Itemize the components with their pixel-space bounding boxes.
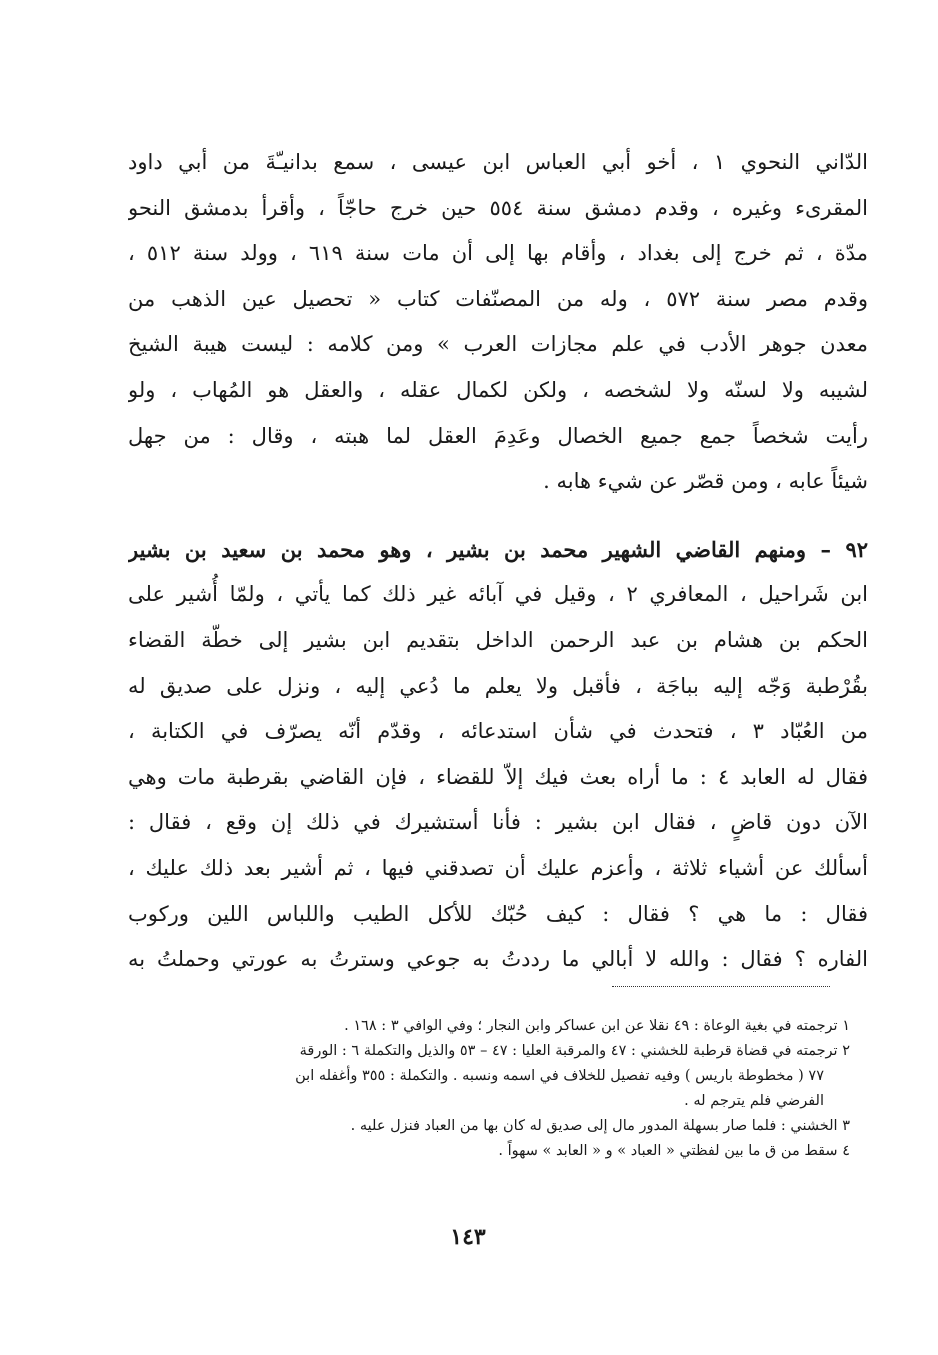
- text-line: الفاره ؟ فقال : والله لا أبالي ما رددتُ به جوعي وسترتُ به عورتي وحملتُ به: [128, 947, 868, 972]
- text-line: الحكم بن هشام بن عبد الرحمن الداخل بتقديم ابن بشير إلى خطّة القضاء: [128, 627, 868, 652]
- text-line: من العُبّاد ٣ ، فتحدث في شأن استدعائه ، وقدّم أنّه يصرّف في الكتابة ،: [128, 719, 868, 744]
- entry-heading-line: ٩٢ – ومنهم القاضي الشهير محمد بن بشير ، وهو محمد بن سعيد بن بشير: [128, 536, 868, 562]
- text-line: فقال : ما هي ؟ فقال : كيف حُبّك للأكل الطيب واللباس اللين وركوب: [128, 901, 868, 926]
- text-line: المقرىء وغيره ، وقدم دمشق سنة ٥٥٤ حين خرج حاجّاً ، وأقرأ بدمشق النحو: [128, 195, 868, 220]
- text-line: ابن شَراحيل ، المعافري ٢ ، وقيل في آبائه غير ذلك كما يأتي ، ولمّا أُشير على: [128, 582, 868, 607]
- footnote-separator: [612, 986, 830, 987]
- text-line: معدن جوهر الأدب في علم مجازات العرب » ومن كلامه : ليست هيبة الشيخ: [128, 332, 868, 357]
- text-line: فقال له العابد ٤ : ما أراه بعث فيك إلاّ للقضاء ، فإن القاضي بقرطبة مات وهي: [128, 764, 868, 789]
- footnote-continuation: ٧٧ ( مخطوطة باريس ) وفيه تفصيل للخلاف في اسمه ونسبه . والتكملة : ٣٥٥ وأغفله ابن: [295, 1068, 824, 1084]
- text-line: بقُرْطبة وَجّه إليه بباجَة ، فأقبل ولا يعلم ما دُعي إليه ، ونزل على صديق له: [128, 673, 868, 698]
- footnote: ١ ترجمته في بغية الوعاة : ٤٩ نقلا عن ابن عساكر وابن النجار ؛ وفي الوافي ٣ : ١٦٨ .: [344, 1018, 850, 1034]
- text-line: وقدم مصر سنة ٥٧٢ ، وله من المصنّفات كتاب « تحصيل عين الذهب من: [128, 286, 868, 311]
- text-line: لشيبه ولا لسنّه ولا لشخصه ، ولكن لكمال عقله ، والعقل هو المُهاب ، ولو: [128, 377, 868, 402]
- main-text: [128, 140, 868, 983]
- footnote: ٤ سقط من ق ما بين لفظتي « العباد » و « العابد » سهواً .: [498, 1143, 850, 1159]
- text-line: شيئاً عابه ، ومن قصّر عن شيء هابه .: [543, 469, 868, 494]
- page-number: ١٤٣: [450, 1224, 486, 1250]
- footnote-continuation: الفرضي فلم يترجم له .: [684, 1093, 824, 1109]
- footnote: ٣ الخشني : فلما صار بسهلة المدور مال إلى صديق له كان بها من العباد فنزل عليه .: [350, 1118, 850, 1134]
- text-line: أسألك عن أشياء ثلاثة ، وأعزم عليك أن تصدقني فيها ، ثم أشير بعد ذلك عليك ،: [128, 855, 868, 880]
- paragraph-gap: [128, 505, 868, 527]
- text-line: الدّاني النحوي ١ ، أخو أبي العباس ابن عيسى ، سمع بدانيـّةَ من أبي داود: [128, 150, 868, 174]
- footnotes: [150, 1014, 850, 1164]
- footnote: ٢ ترجمته في قضاة قرطبة للخشني : ٤٧ والمرقبة العليا : ٤٧ – ٥٣ والذيل والتكملة ٦ : الورقة: [299, 1043, 850, 1059]
- text-line: مدّة ، ثم خرج إلى بغداد ، وأقام بها إلى أن مات سنة ٦١٩ ، وولد سنة ٥١٢ ،: [128, 241, 868, 266]
- text-line: رأيت شخصاً جمع جميع الخصال وعَدِمَ العقل لما هبته ، وقال : من جهل: [128, 423, 868, 448]
- text-line: الآن دون قاضٍ ، فقال ابن بشير : فأنا أستشيرك في ذلك إن وقع ، فقال :: [128, 810, 868, 835]
